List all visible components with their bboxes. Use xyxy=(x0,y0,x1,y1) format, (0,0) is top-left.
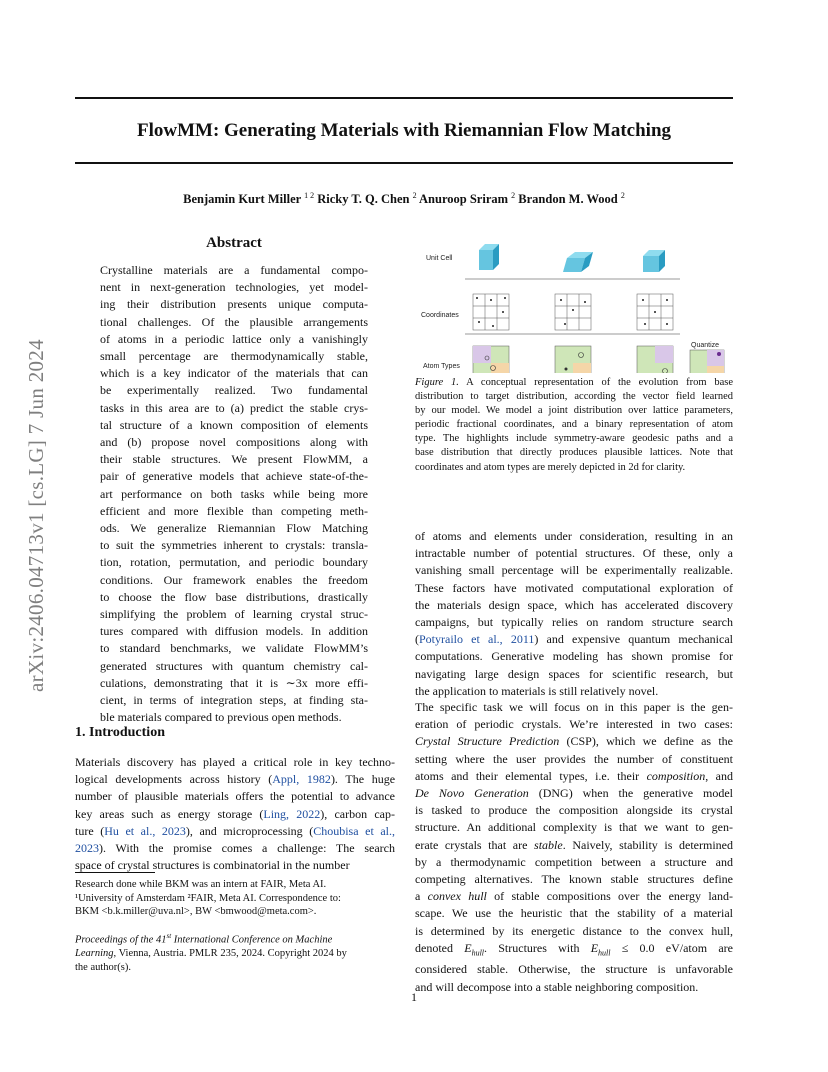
abstract-line: their stable structures. We present FlowMM, a xyxy=(100,452,368,467)
abstract-line: tional challenges. Of the plausible arrangements xyxy=(100,314,368,329)
paragraph-line: structure. An additional complexity is that we want to gen- xyxy=(415,820,733,835)
arxiv-identifier: arXiv:2406.04713v1 [cs.LG] 7 Jun 2024 xyxy=(24,339,48,692)
abstract-line: pair of generative models that achieve state-of-the- xyxy=(100,469,368,484)
section-heading-introduction: 1. Introduction xyxy=(75,725,165,740)
paragraph-line: scape. We use the heuristic that the stability of a material xyxy=(415,906,733,921)
author-affiliation: 1 2 xyxy=(304,191,315,200)
abstract-line: of atoms in a periodic lattice only a vanishingly xyxy=(100,331,368,346)
figure-1-caption xyxy=(415,376,733,475)
subscript: hull xyxy=(471,948,485,958)
proceedings-line: Learning, Vienna, Austria. PMLR 235, 2024. Copyright 2024 by xyxy=(75,948,347,960)
citation-link[interactable]: Potyrailo et al., 2011 xyxy=(419,632,535,647)
author-name: Benjamin Kurt Miller $^{1 2}$ xyxy=(183,191,315,207)
paragraph-line: navigating large design spaces for scientific research, but xyxy=(415,666,733,681)
paragraph-line: the application to materials is still relatively novel. xyxy=(415,683,659,698)
abstract-line: tures compared with diffusion models. In addition xyxy=(100,624,368,639)
footnote-line: BKM <b.k.miller@uva.nl>, BW <bmwood@meta.com>. xyxy=(75,906,317,918)
paragraph-line: erate crystals that are stable. Naively, stability is determined xyxy=(415,837,734,852)
author-name: Ricky T. Q. Chen $^2$ xyxy=(317,191,417,207)
abstract-line: simplifying the problem of learning crystal struc- xyxy=(100,607,368,622)
paper-title: FlowMM: Generating Materials with Riemannian Flow Matching xyxy=(136,120,672,141)
abstract-line: small percentage are thermodynamically stable, xyxy=(100,349,368,364)
abstract-line: tal structure of a known composition of elements xyxy=(100,417,368,432)
caption-line: by our model. We model a joint distribution over lattice parameters, xyxy=(415,405,733,417)
emphasis: De Novo Generation xyxy=(415,786,529,801)
caption-line: type. The highlights include symmetry-aware geodesic paths and a xyxy=(415,433,733,445)
title-rule xyxy=(75,162,733,164)
intro-line: logical developments across history (Appl, 1982). The huge xyxy=(75,772,396,787)
paragraph-line: campaigns, but typically relies on random structure search xyxy=(415,615,733,630)
row-label-coordinates: Coordinates xyxy=(421,312,459,319)
paragraph-line: of atoms and elements under consideration, resulting in an xyxy=(415,529,733,543)
abstract-line: which is a key indicator of the materials that can xyxy=(100,366,368,381)
intro-line: key areas such as energy storage (Ling, 2022), carbon cap- xyxy=(75,806,395,821)
caption-label: Figure 1. xyxy=(415,377,459,388)
abstract-line: to choose the flow base distributions, drastically xyxy=(100,589,368,604)
right-column-paragraph-1 xyxy=(415,528,733,700)
paragraph-line: intractable number of potential structures. Of these, only a xyxy=(415,546,733,561)
abstract-line: art performance on both tasks while being more xyxy=(100,486,368,501)
paragraph-line: The specific task we will focus on in this paper is the gen- xyxy=(415,700,733,714)
emphasis: convex hull xyxy=(427,889,487,904)
abstract-body xyxy=(100,262,368,726)
author-affiliation: 2 xyxy=(412,191,417,200)
paragraph-line: De Novo Generation (DNG) when the generative model xyxy=(415,786,733,801)
row-label-unit-cell: Unit Cell xyxy=(426,255,453,262)
footnote-line: ¹University of Amsterdam ²FAIR, Meta AI. Correspondence to: xyxy=(75,892,341,904)
proceedings-line: the author(s). xyxy=(75,961,131,973)
coordinate-points xyxy=(476,297,668,327)
right-column-paragraph-2 xyxy=(415,699,733,996)
paragraph-line: competing alternatives. The known stable structures define xyxy=(415,872,733,887)
paragraph-line: denoted $E_{hull}$. Structures with $E_{hull} \le 0.0$ eV/atom are xyxy=(415,940,733,958)
paragraph-line: eration of periodic crystals. We’re interested in two cases: xyxy=(415,717,733,732)
abstract-line: efficient and more flexible than competing meth- xyxy=(100,503,368,518)
author-list xyxy=(75,191,733,207)
figure-1 xyxy=(415,238,733,373)
top-rule xyxy=(75,97,733,99)
footnote xyxy=(75,878,395,919)
intro-line: Materials discovery has played a critical role in key techno- xyxy=(75,755,395,769)
caption-line: Figure 1. A conceptual representation of the evolution from base xyxy=(415,377,733,388)
atom-type-squares xyxy=(473,346,724,373)
paragraph-line: atoms and their elemental types, i.e. their composition, and xyxy=(415,768,733,783)
page-number: 1 xyxy=(411,990,417,1004)
paragraph-line: (Potyrailo et al., 2011) and expensive quantum mechanical xyxy=(415,632,734,647)
caption-line: base distribution that directly produces plausible lattices. Note that xyxy=(415,447,733,459)
abstract-line: tasks in this area are to (a) predict the stable crys- xyxy=(100,400,368,415)
emphasis: composition xyxy=(646,768,706,783)
abstract-line: be experimentally realized. Two fundamental xyxy=(100,383,368,398)
paragraph-line: the materials design space, which has accelerated discovery xyxy=(415,597,733,612)
proceedings-note xyxy=(75,930,395,974)
author-name: Anuroop Sriram $^2$ xyxy=(419,191,516,207)
paragraph-line: is determined by its energetic distance to the convex hull, xyxy=(415,923,733,938)
row-label-atom-types: Atom Types xyxy=(423,363,460,370)
paragraph-line: is tasked to produce the composition alongside its crystal xyxy=(415,803,733,818)
footnote-line: Research done while BKM was an intern at FAIR, Meta AI. xyxy=(75,879,327,890)
citation-link[interactable]: 2023 xyxy=(75,841,99,856)
author-name: Brandon M. Wood $^2$ xyxy=(518,191,625,207)
paragraph-line: computations. Generative modeling has shown promise for xyxy=(415,649,733,664)
intro-paragraph xyxy=(75,754,395,874)
emphasis: E xyxy=(590,940,599,955)
caption-line: distribution to target distribution, according the vector field learned xyxy=(415,391,733,403)
intro-line: space of crystal structures is combinatorial in the number xyxy=(75,858,350,873)
abstract-line: ble materials compared to previous open methods. xyxy=(100,710,342,725)
author-affiliation: 2 xyxy=(511,191,516,200)
abstract-line: to standard benchmarks, we validate FlowMM’s xyxy=(100,641,368,656)
abstract-line: generated structures with quantum chemistry cal- xyxy=(100,658,368,673)
emphasis: Crystal Structure Prediction xyxy=(415,734,560,749)
abstract-line: conditions. Our framework enables the freedom xyxy=(100,572,368,587)
subscript: hull xyxy=(598,948,611,958)
abstract-line: tion, rotation, permutation, and periodic boundary xyxy=(100,555,368,570)
paragraph-line: vanishing small percentage will be experimentally realizable. xyxy=(415,563,733,578)
emphasis: stable xyxy=(534,837,563,852)
paragraph-line: These factors have motivated computational exploration of xyxy=(415,580,733,595)
abstract-line: ods. We generalize Riemannian Flow Matching xyxy=(100,521,368,536)
paragraph-line: a convex hull of stable compositions over the energy land- xyxy=(415,889,733,904)
intro-line: 2023). With the promise comes a challenge: The search xyxy=(75,841,395,856)
abstract-heading: Abstract xyxy=(206,235,262,251)
abstract-line: and (b) propose novel compositions along with xyxy=(100,435,368,450)
abstract-line: cient, in terms of integration steps, at finding sta- xyxy=(100,693,368,708)
paragraph-line: and will decompose into a stable neighboring composition. xyxy=(415,979,699,994)
citation-link[interactable]: Hu et al., 2023 xyxy=(104,823,186,838)
proceedings-line: Proceedings of the 41st International Conference on Machine xyxy=(75,932,333,946)
paragraph-line: by a thermodynamic competition between a structure and xyxy=(415,854,733,869)
citation-link[interactable]: Appl, 1982 xyxy=(272,772,331,787)
paragraph-line: Crystal Structure Prediction (CSP), which we define as the xyxy=(415,734,733,749)
abstract-line: ing their distribution presents unique computa- xyxy=(100,297,368,312)
footnote-rule xyxy=(75,872,155,873)
abstract-line: nent in next-generation technologies, yet model- xyxy=(100,280,368,295)
emphasis: E xyxy=(464,940,472,955)
abstract-line: Crystalline materials are a fundamental compo- xyxy=(100,263,368,277)
abstract-line: to suit the symmetries inherent to crystals: transla- xyxy=(100,538,368,553)
intro-line: ture (Hu et al., 2023), and microprocessing (Choubisa et al., xyxy=(75,823,395,838)
paragraph-line: setting where the user provides the number of constituent xyxy=(415,751,733,766)
citation-link[interactable]: Choubisa et al., xyxy=(313,823,395,838)
abstract-line: culations, demonstrating that it is ∼3x more effi- xyxy=(100,675,368,690)
caption-line: coordinates and atom types are merely depicted in 2d for clarity. xyxy=(415,461,686,473)
quantize-label: Quantize xyxy=(691,342,720,349)
unit-cell-cubes xyxy=(479,244,665,272)
citation-link[interactable]: Ling, 2022 xyxy=(263,806,321,821)
paragraph-line: considered stable. Otherwise, the structure is unfavorable xyxy=(415,962,733,977)
caption-line: periodic fractional coordinates, and a binary representation of atom xyxy=(415,419,733,431)
intro-line: number of plausible materials offers the potential to advance xyxy=(75,789,395,804)
author-affiliation: 2 xyxy=(620,191,625,200)
